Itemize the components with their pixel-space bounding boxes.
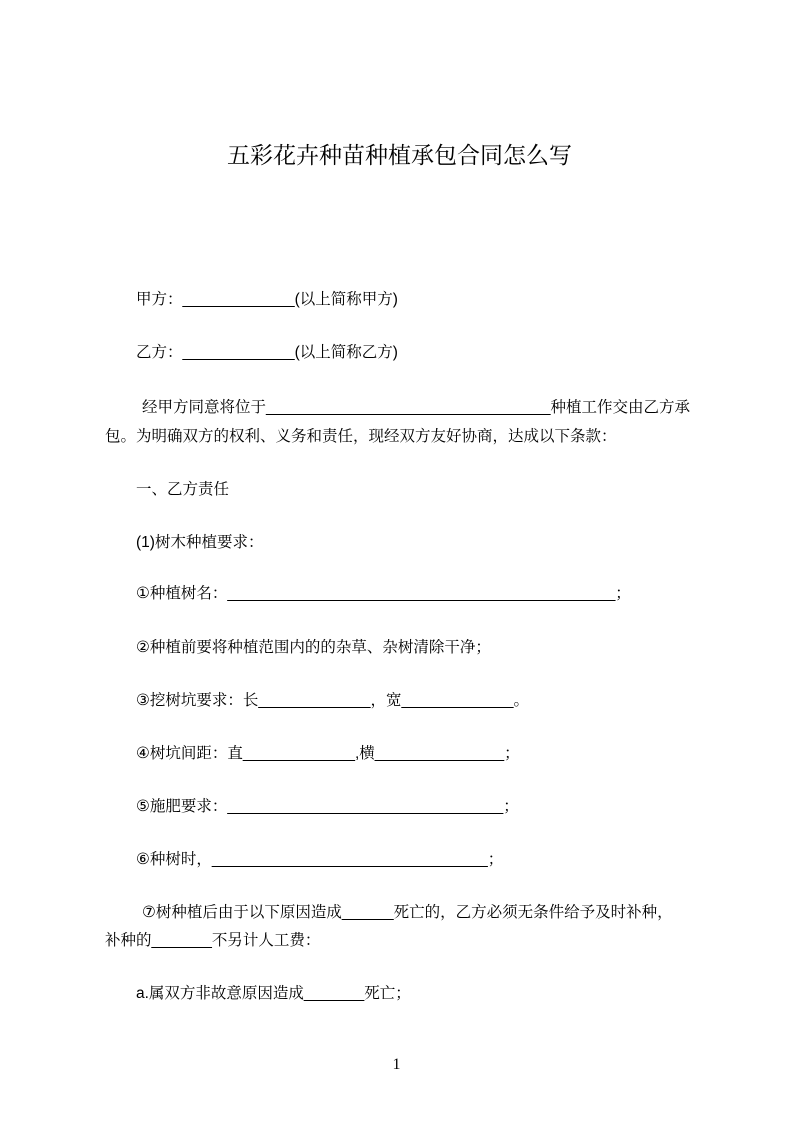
requirement-item-7a: a.属双方非故意原因造成_______死亡； bbox=[136, 985, 411, 1002]
requirement-item-7-line-1: ⑦树种植后由于以下原因造成______死亡的，乙方必须无条件给予及时补种， bbox=[142, 904, 673, 921]
page-number: 1 bbox=[392, 1056, 401, 1073]
requirement-item-6: ⑥种树时，________________________________； bbox=[136, 851, 504, 868]
requirement-item-7-line-2: 补种的_______不另计人工费： bbox=[105, 932, 321, 949]
intro-paragraph-line-2: 包。为明确双方的权利、义务和责任，现经双方友好协商，达成以下条款： bbox=[105, 428, 617, 445]
party-a-line: 甲方：_____________(以上简称甲方) bbox=[136, 291, 398, 308]
subsection-heading: (1)树木种植要求： bbox=[136, 534, 264, 551]
requirement-item-1: ①种植树名：_____________________________________________； bbox=[136, 585, 631, 602]
party-b-line: 乙方：_____________(以上简称乙方) bbox=[136, 344, 398, 361]
section-heading: 一、乙方责任 bbox=[136, 481, 230, 498]
requirement-item-5: ⑤施肥要求：________________________________； bbox=[136, 798, 519, 815]
requirement-item-2: ②种植前要将种植范围内的的杂草、杂树清除干净； bbox=[136, 639, 491, 656]
requirement-item-4: ④树坑间距：直_____________,横_______________； bbox=[136, 745, 520, 762]
page-title: 五彩花卉种苗种植承包合同怎么写 bbox=[227, 142, 572, 168]
requirement-item-3: ③挖树坑要求：长_____________，宽_____________。 bbox=[136, 692, 530, 709]
intro-paragraph-line-1: 经甲方同意将位于_________________________________种植工作交由乙方承 bbox=[142, 399, 690, 416]
